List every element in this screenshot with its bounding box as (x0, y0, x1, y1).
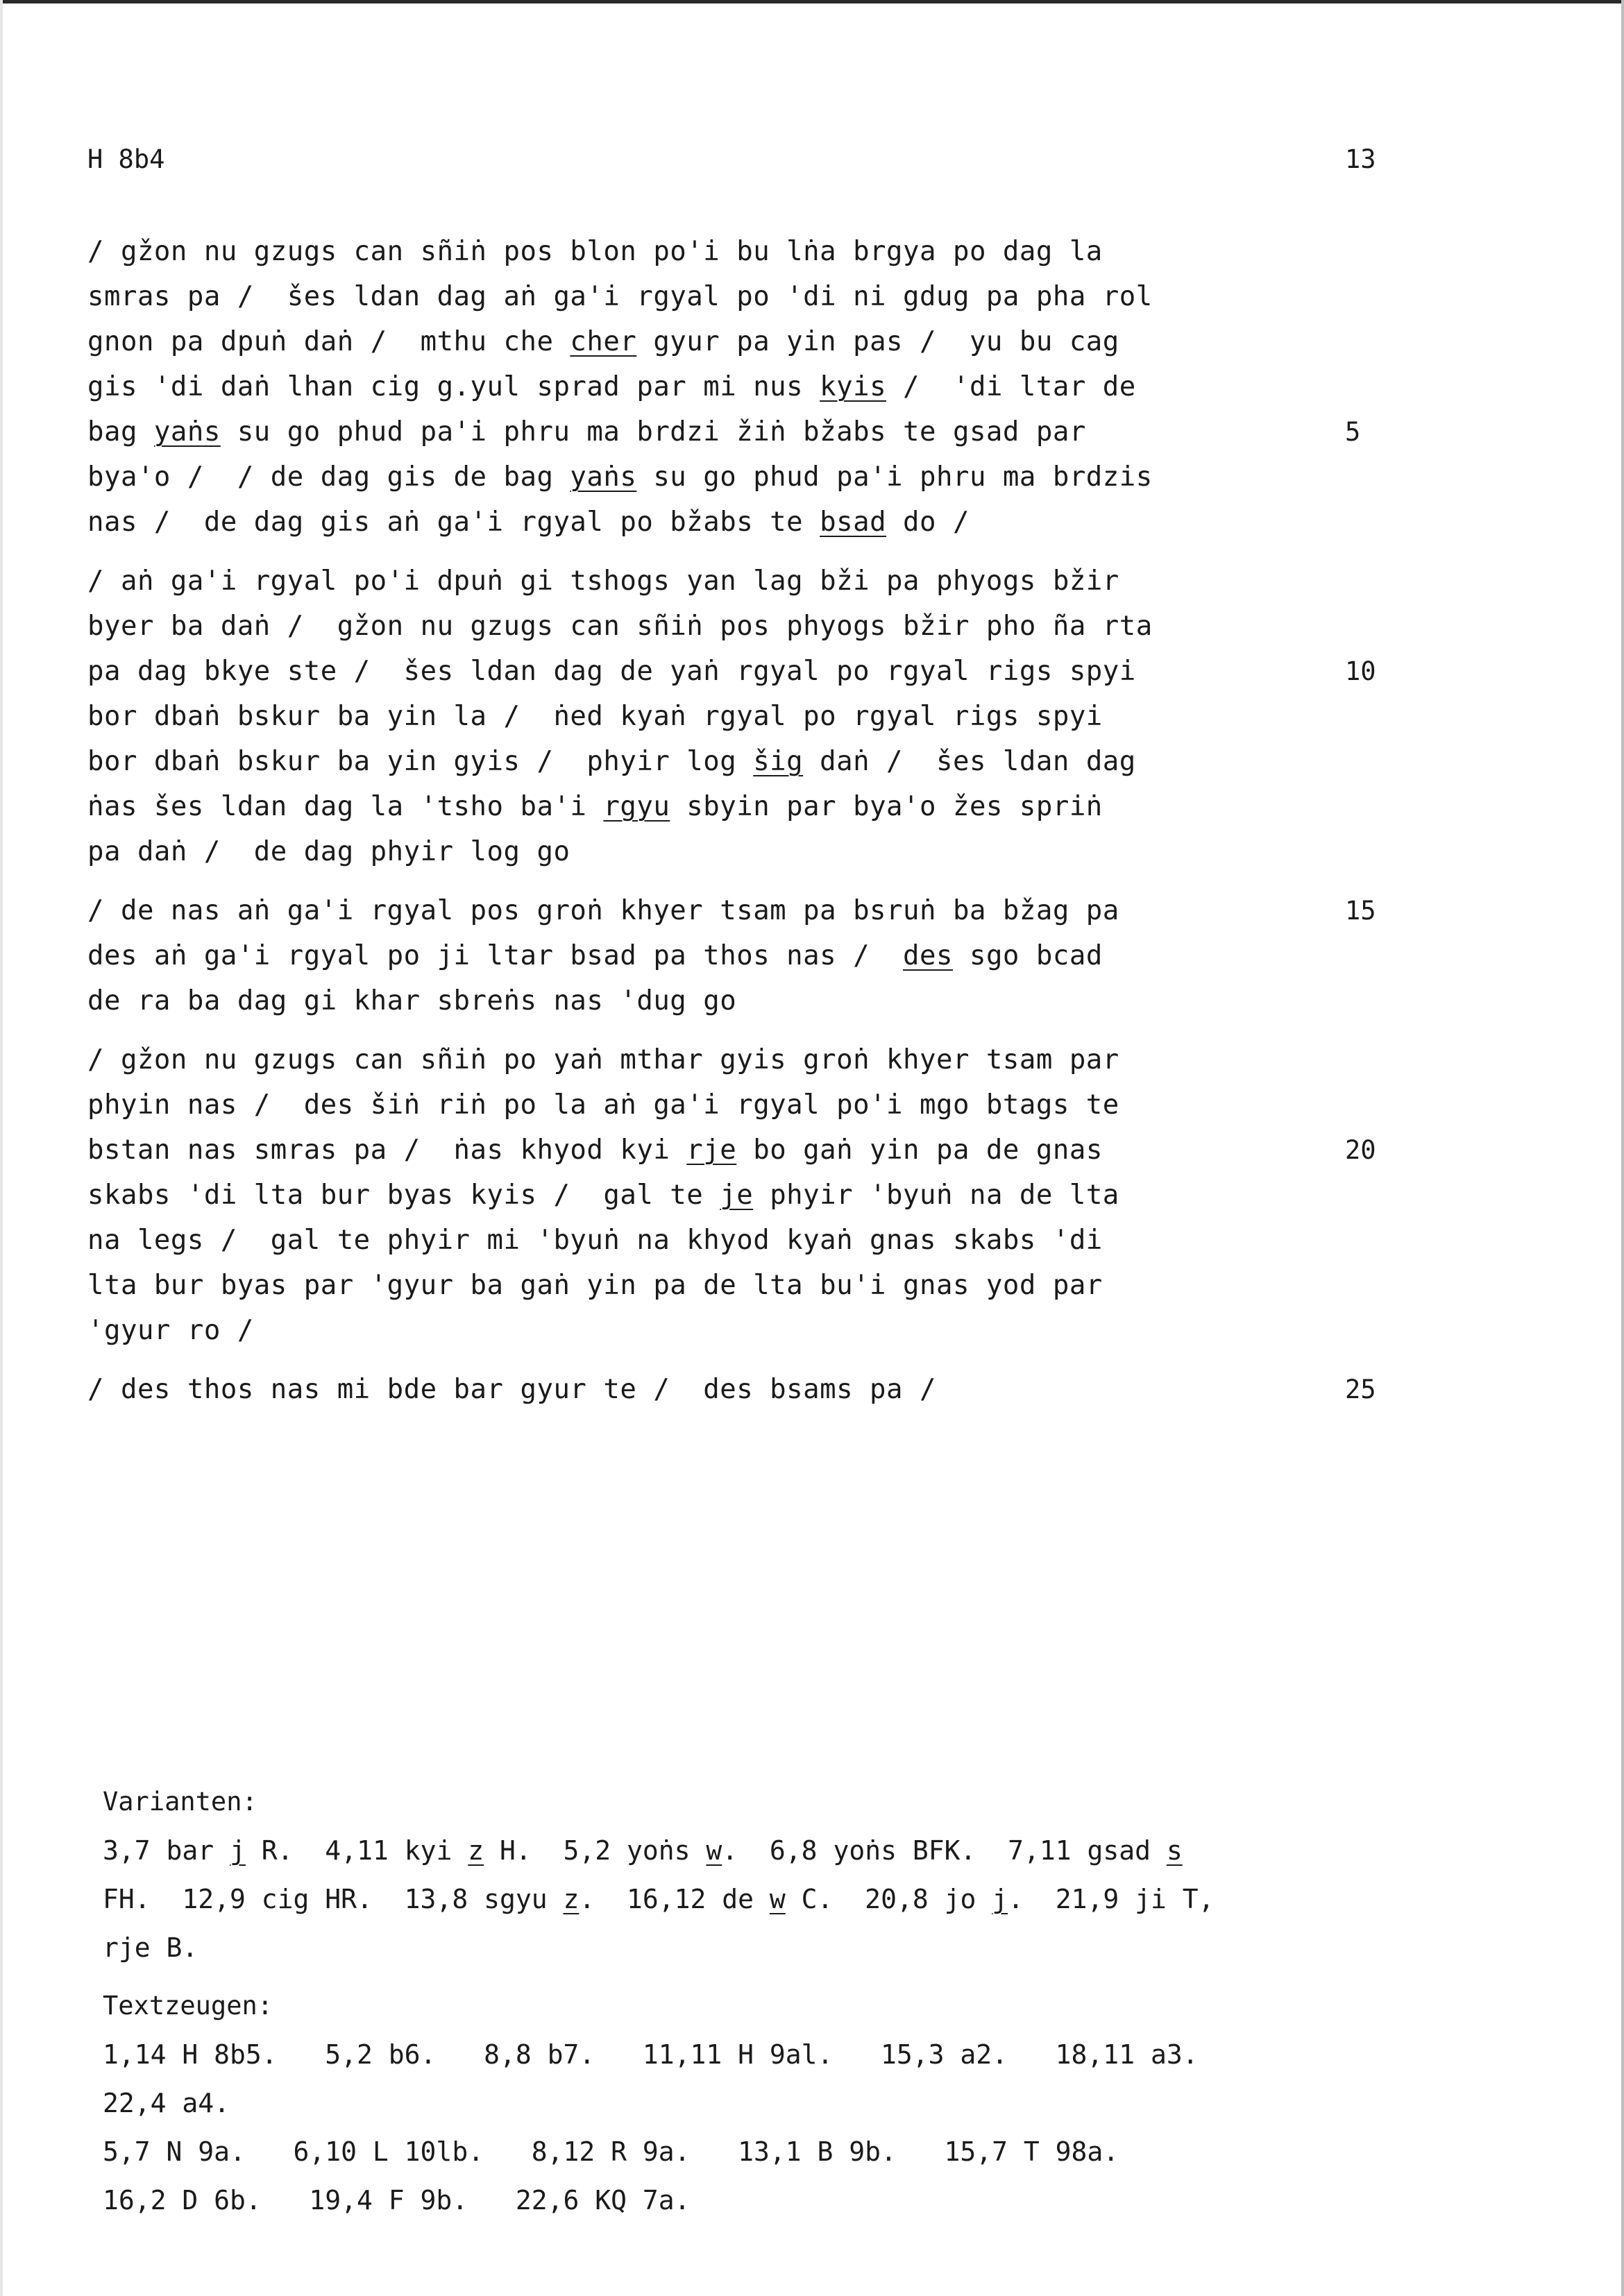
line-text: pa dag bkye ste / šes ldan dag de yaṅ rgyal po rgyal rigs spyi (87, 656, 1136, 687)
varianten-list (103, 1826, 1449, 1972)
line-text: smras pa / šes ldan dag aṅ ga'i rgyal po 'di ni gdug pa pha rol (87, 281, 1153, 312)
variant-line: rje B. (103, 1932, 198, 1963)
left-page-edge (0, 0, 3, 2296)
underlined-word: yaṅs (570, 461, 637, 493)
line-text: 'gyur ro / (87, 1315, 254, 1346)
line-text: des aṅ ga'i rgyal po ji ltar bsad pa thos nas / des sgo bcad (87, 940, 1103, 971)
underlined-word: je (720, 1180, 754, 1211)
main-text (87, 229, 1538, 1426)
line-number: 20 (1345, 1135, 1376, 1165)
text-line (87, 978, 1538, 1023)
line-number: 15 (1345, 896, 1376, 926)
line-text: byer ba daṅ / gžon nu gzugs can sñiṅ pos phyogs bžir pho ña rta (87, 611, 1153, 642)
underlined-word: kyis (820, 371, 887, 402)
text-line (87, 454, 1538, 500)
textzeugen-line: 5,7 N 9a. 6,10 L 10lb. 8,12 R 9a. 13,1 B 9b. 15,7 T 98a. (103, 2136, 1119, 2167)
text-line (87, 1082, 1538, 1128)
line-text: gnon pa dpuṅ daṅ / mthu che cher gyur pa yin pas / yu bu cag (87, 326, 1119, 357)
line-text: de ra ba dag gi khar sbreṅs nas 'dug go (87, 985, 737, 1017)
underlined-word: w (769, 1884, 786, 1914)
textzeugen-line: 22,4 a4. (103, 2088, 230, 2118)
line-text: pa daṅ / de dag phyir log go (87, 836, 570, 867)
underlined-word: des (903, 940, 953, 971)
underlined-word: bsad (820, 507, 887, 538)
underlined-word: z (468, 1835, 484, 1866)
text-line (87, 1263, 1538, 1308)
text-line (87, 1128, 1538, 1173)
text-line (87, 1218, 1538, 1263)
textzeugen-line: 16,2 D 6b. 19,4 F 9b. 22,6 KQ 7a. (103, 2185, 691, 2216)
line-text: phyin nas / des šiṅ riṅ po la aṅ ga'i rgyal po'i mgo btags te (87, 1089, 1119, 1121)
underlined-word: j (992, 1884, 1008, 1914)
line-text: bor dbaṅ bskur ba yin gyis / phyir log šig daṅ / šes ldan dag (87, 746, 1136, 777)
text-line (87, 364, 1538, 409)
line-text: gis 'di daṅ lhan cig g.yul sprad par mi nus kyis / 'di ltar de (87, 371, 1136, 402)
text-line (87, 888, 1538, 933)
text-line (87, 829, 1538, 874)
underlined-word: z (563, 1884, 580, 1914)
text-line (87, 694, 1538, 739)
top-border-line (0, 0, 1624, 3)
underlined-word: cher (570, 326, 637, 357)
text-line (87, 229, 1538, 274)
critical-apparatus (103, 1778, 1449, 2225)
underlined-word: s (1166, 1835, 1183, 1866)
text-line (87, 319, 1538, 364)
line-text: / de nas aṅ ga'i rgyal pos groṅ khyer tsam pa bsruṅ ba bžag pa (87, 895, 1119, 926)
line-text: nas / de dag gis aṅ ga'i rgyal po bžabs te bsad do / (87, 507, 970, 538)
textzeugen-list (103, 2030, 1449, 2225)
text-line (87, 604, 1538, 649)
line-text: skabs 'di lta bur byas kyis / gal te je phyir 'byuṅ na de lta (87, 1180, 1119, 1211)
line-text: bor dbaṅ bskur ba yin la / ṅed kyaṅ rgyal po rgyal rigs spyi (87, 701, 1103, 732)
text-line (87, 409, 1538, 454)
line-text: / gžon nu gzugs can sñiṅ po yaṅ mthar gyis groṅ khyer tsam par (87, 1044, 1119, 1075)
variant-line: 3,7 bar j R. 4,11 kyi z H. 5,2 yoṅs w. 6,8 yoṅs BFK. 7,11 gsad s (103, 1835, 1183, 1866)
folio-reference: H 8b4 (87, 144, 165, 174)
text-line (87, 649, 1538, 694)
line-text: na legs / gal te phyir mi 'byuṅ na khyod kyaṅ gnas skabs 'di (87, 1225, 1103, 1256)
underlined-word: rje (686, 1134, 737, 1166)
text-line (87, 933, 1538, 978)
paragraph (87, 1367, 1538, 1412)
line-number: 10 (1345, 656, 1376, 686)
line-text: / gžon nu gzugs can sñiṅ pos blon po'i bu lṅa brgya po dag la (87, 236, 1103, 267)
underlined-word: j (230, 1835, 246, 1866)
right-page-edge (1621, 0, 1624, 2296)
paragraph (87, 888, 1538, 1023)
line-text: bag yaṅs su go phud pa'i phru ma brdzi žiṅ bžabs te gsad par (87, 416, 1086, 448)
text-line (87, 1173, 1538, 1218)
paragraph (87, 559, 1538, 874)
underlined-word: yaṅs (153, 416, 221, 448)
varianten-heading: Varianten: (103, 1787, 257, 1817)
underlined-word: w (706, 1835, 722, 1866)
paragraph (87, 1037, 1538, 1353)
line-number: 5 (1345, 417, 1361, 447)
line-text: ṅas šes ldan dag la 'tsho ba'i rgyu sbyin par bya'o žes spriṅ (87, 791, 1103, 822)
line-text: bstan nas smras pa / ṅas khyod kyi rje bo gaṅ yin pa de gnas (87, 1134, 1103, 1166)
text-line (87, 559, 1538, 604)
paragraph (87, 229, 1538, 545)
text-line (87, 500, 1538, 545)
text-line (87, 1308, 1538, 1353)
text-line (87, 1367, 1538, 1412)
text-line (87, 739, 1538, 784)
text-line (87, 1037, 1538, 1082)
page-number: 13 (1345, 144, 1376, 174)
line-text: lta bur byas par 'gyur ba gaṅ yin pa de lta bu'i gnas yod par (87, 1270, 1103, 1301)
line-text: / aṅ ga'i rgyal po'i dpuṅ gi tshogs yan lag bži pa phyogs bžir (87, 566, 1119, 597)
line-number: 25 (1345, 1375, 1376, 1404)
textzeugen-line: 1,14 H 8b5. 5,2 b6. 8,8 b7. 11,11 H 9al. 15,3 a2. 18,11 a3. (103, 2039, 1199, 2070)
line-text: bya'o / / de dag gis de bag yaṅs su go phud pa'i phru ma brdzis (87, 461, 1153, 493)
underlined-word: rgyu (603, 791, 670, 822)
text-line (87, 784, 1538, 829)
line-text: / des thos nas mi bde bar gyur te / des bsams pa / (87, 1374, 936, 1405)
text-line (87, 274, 1538, 319)
variant-line: FH. 12,9 cig HR. 13,8 sgyu z. 16,12 de w C. 20,8 jo j. 21,9 ji T, (103, 1884, 1215, 1914)
underlined-word: šig (753, 746, 804, 777)
textzeugen-heading: Textzeugen: (103, 1991, 273, 2021)
